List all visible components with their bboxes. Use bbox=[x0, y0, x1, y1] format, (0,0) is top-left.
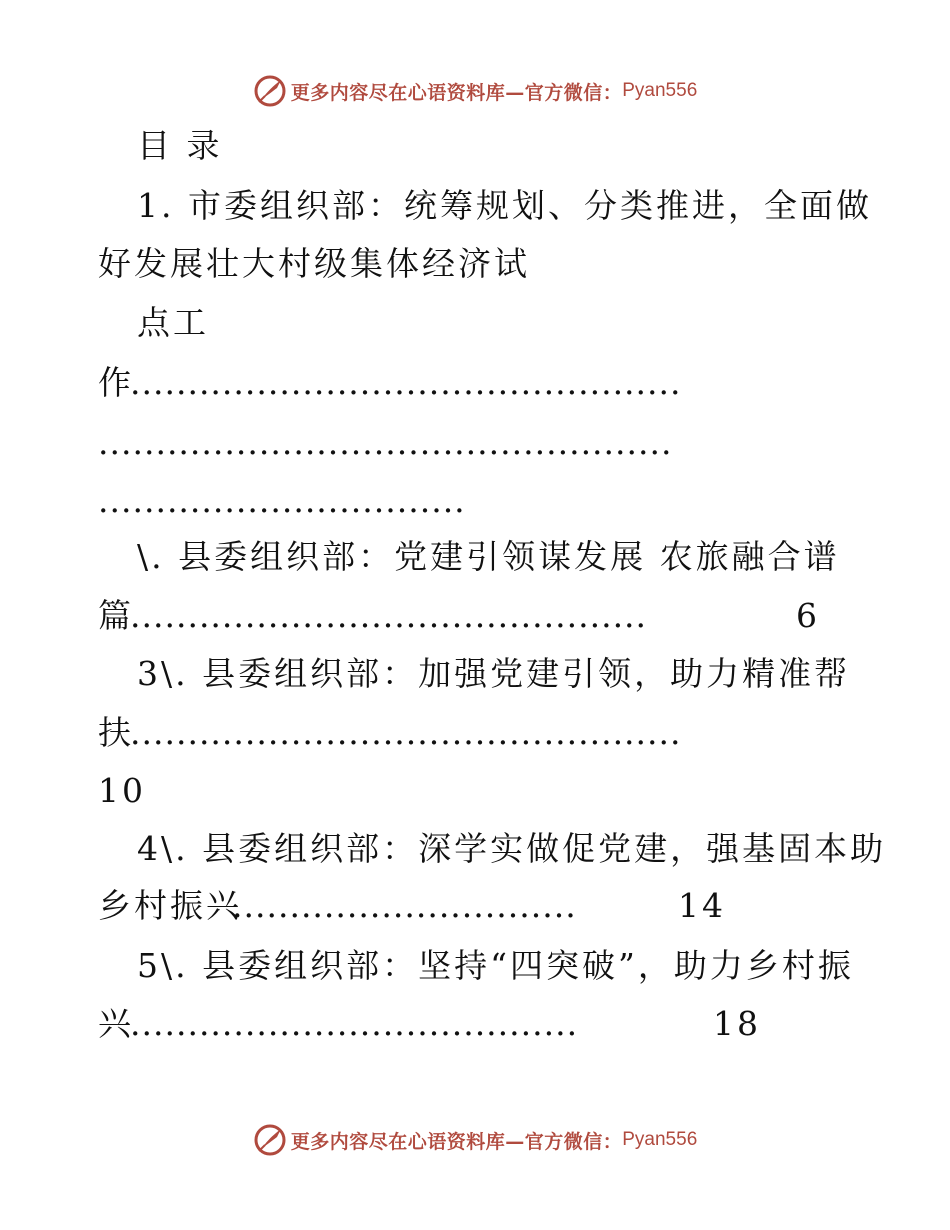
toc-leader-dots: ................................ bbox=[98, 481, 466, 520]
toc-entry-3-line1[interactable]: 3\. 县委组织部：加强党建引领，助力精准帮 bbox=[137, 654, 851, 693]
toc-leader-dots: ............................................. bbox=[130, 596, 648, 635]
toc-title: 目 录 bbox=[137, 126, 223, 165]
toc-entry-4-page: 14 bbox=[678, 886, 726, 925]
toc-leader-dots: ................................................ bbox=[130, 713, 682, 752]
toc-entry-4-line1[interactable]: 4\. 县委组织部：深学实做促党建，强基固本助 bbox=[137, 829, 887, 868]
toc-entry-1-line1[interactable]: 1. 市委组织部：统筹规划、分类推进，全面做 bbox=[137, 186, 872, 225]
banner-text: 更多内容尽在心语资料库—官方微信： bbox=[290, 81, 623, 104]
toc-entry-3-line2[interactable]: 扶 bbox=[98, 713, 134, 752]
banner-wechat-id: Pyan556 bbox=[622, 1129, 698, 1150]
footer-banner bbox=[0, 1120, 950, 1160]
toc-leader-dots: ....................................... bbox=[130, 1004, 579, 1043]
toc-entry-5-line2[interactable]: 兴 bbox=[98, 1004, 134, 1043]
toc-entry-1-line4[interactable]: 作 bbox=[98, 363, 134, 402]
toc-leader-dots: .................................................. bbox=[98, 423, 673, 462]
toc-entry-3-page: 10 bbox=[98, 771, 146, 810]
toc-leader-dots: ................................................ bbox=[130, 363, 682, 402]
toc-entry-2-line1[interactable]: \. 县委组织部：党建引领谋发展 农旅融合谱 bbox=[137, 537, 840, 576]
banner-wechat-id: Pyan556 bbox=[622, 80, 698, 101]
quill-logo-icon bbox=[253, 74, 287, 108]
toc-leader-dots: .............................. bbox=[232, 886, 577, 925]
header-banner bbox=[0, 71, 950, 111]
toc-entry-4-line2[interactable]: 乡村振兴 bbox=[98, 886, 242, 925]
toc-entry-5-page: 18 bbox=[713, 1004, 761, 1043]
quill-logo-icon bbox=[253, 1123, 287, 1157]
toc-entry-1-line2[interactable]: 好发展壮大村级集体经济试 bbox=[98, 244, 530, 283]
banner-text: 更多内容尽在心语资料库—官方微信： bbox=[290, 1130, 623, 1153]
toc-entry-2-page: 6 bbox=[796, 596, 820, 635]
toc-entry-1-line3[interactable]: 点工 bbox=[137, 303, 209, 342]
toc-entry-5-line1[interactable]: 5\. 县委组织部：坚持“四突破”，助力乡村振 bbox=[137, 946, 854, 985]
toc-entry-2-line2[interactable]: 篇 bbox=[98, 596, 134, 635]
